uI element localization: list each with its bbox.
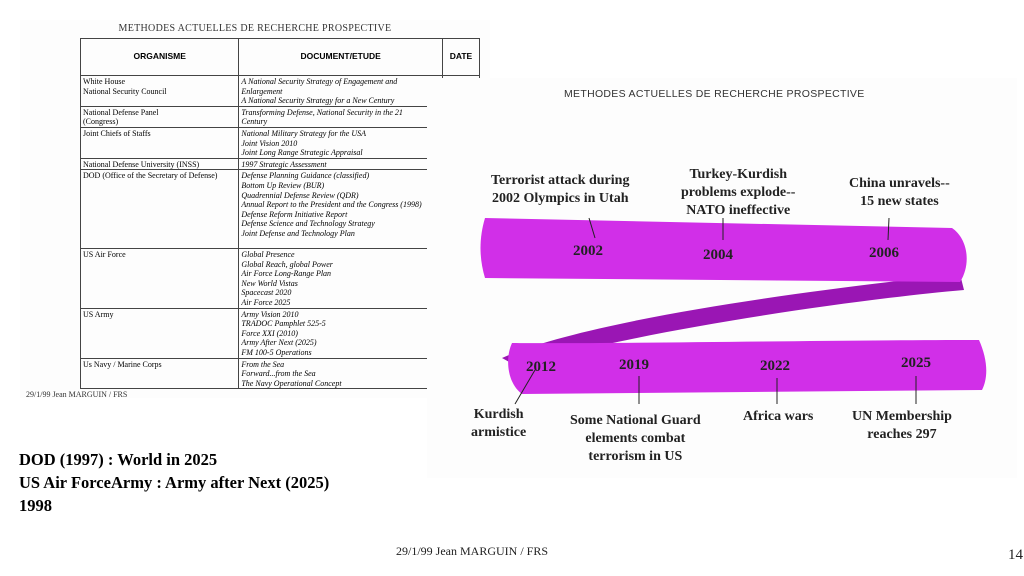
cell-document: From the Sea Forward...from the Sea The Navy Operational Concept	[239, 358, 443, 389]
event-2012-label: Kurdish armistice	[471, 407, 527, 440]
cell-organisme: National Defense University (INSS)	[81, 158, 239, 170]
cell-organisme: DOD (Office of the Secretary of Defense)	[81, 170, 239, 249]
year-2019: 2019	[619, 357, 649, 373]
event-2022-label: Africa wars	[743, 409, 814, 424]
cell-document: Transforming Defense, National Security in the 21 Century	[239, 106, 443, 127]
note-line-1: DOD (1997) : World in 2025	[19, 450, 218, 469]
table-body	[81, 76, 480, 389]
cell-organisme: US Army	[81, 308, 239, 358]
year-2006: 2006	[869, 245, 899, 261]
event-2019-label: Some National Guard elements combat terrorism in US	[570, 413, 701, 464]
timeline-title: METHODES ACTUELLES DE RECHERCHE PROSPECTIVE	[564, 88, 865, 100]
cell-organisme: Joint Chiefs of Staffs	[81, 127, 239, 158]
table-row	[81, 358, 480, 389]
cell-document: Army Vision 2010 TRADOC Pamphlet 525-5 Force XXI (2010) Army After Next (2025) FM 100-5 Operations	[239, 308, 443, 358]
year-2004: 2004	[703, 247, 733, 263]
table-row	[81, 106, 480, 127]
cell-document: National Military Strategy for the USA Joint Vision 2010 Joint Long Range Strategic Appraisal	[239, 127, 443, 158]
scenario-timeline	[427, 78, 1017, 478]
event-2004-label: Turkey-Kurdish problems explode-- NATO ineffective	[681, 167, 796, 218]
table-header-row	[81, 39, 480, 76]
documents-table	[80, 38, 480, 389]
cell-organisme: Us Navy / Marine Corps	[81, 358, 239, 389]
event-2025-label: UN Membership reaches 297	[852, 409, 952, 442]
year-2012: 2012	[526, 359, 556, 375]
table-row	[81, 158, 480, 170]
cell-document: Defense Planning Guidance (classified) Bottom Up Review (BUR) Quadrennial Defense Review (QDR) Annual Report to the President and the Congress (1998) Defense Reform Initiative Report Defense Science and Technology Strategy Joint Defense and Technology Plan	[239, 170, 443, 249]
table-row	[81, 249, 480, 309]
year-2025: 2025	[901, 355, 931, 371]
header-date: DATE	[442, 39, 479, 76]
header-document: DOCUMENT/ETUDE	[239, 39, 443, 76]
table-title: METHODES ACTUELLES DE RECHERCHE PROSPECTIVE	[118, 23, 392, 34]
note-line-3: 1998	[19, 496, 52, 515]
table-row	[81, 170, 480, 249]
documents-table-image	[20, 20, 490, 398]
event-2002-label: Terrorist attack during 2002 Olympics in Utah	[491, 173, 630, 206]
table-row	[81, 127, 480, 158]
cell-document: A National Security Strategy of Engagement and Enlargement A National Security Strategy for a New Century	[239, 76, 443, 107]
header-organisme: ORGANISME	[81, 39, 239, 76]
cell-document: 1997 Strategic Assessment	[239, 158, 443, 170]
cell-organisme: National Defense Panel (Congress)	[81, 106, 239, 127]
year-2022: 2022	[760, 358, 790, 374]
year-2002: 2002	[573, 243, 603, 259]
table-row	[81, 76, 480, 107]
cell-organisme: US Air Force	[81, 249, 239, 309]
slide-footer: 29/1/99 Jean MARGUIN / FRS	[396, 544, 549, 558]
cell-document: Global Presence Global Reach, global Power Air Force Long-Range Plan New World Vistas Spacecast 2020 Air Force 2025	[239, 249, 443, 309]
event-2006-label: China unravels-- 15 new states	[849, 176, 950, 209]
cell-organisme: White House National Security Council	[81, 76, 239, 107]
page-number: 14	[1008, 547, 1023, 563]
table-row	[81, 308, 480, 358]
note-line-2: US Air ForceArmy : Army after Next (2025)	[19, 473, 330, 492]
table-footer: 29/1/99 Jean MARGUIN / FRS	[26, 390, 128, 398]
